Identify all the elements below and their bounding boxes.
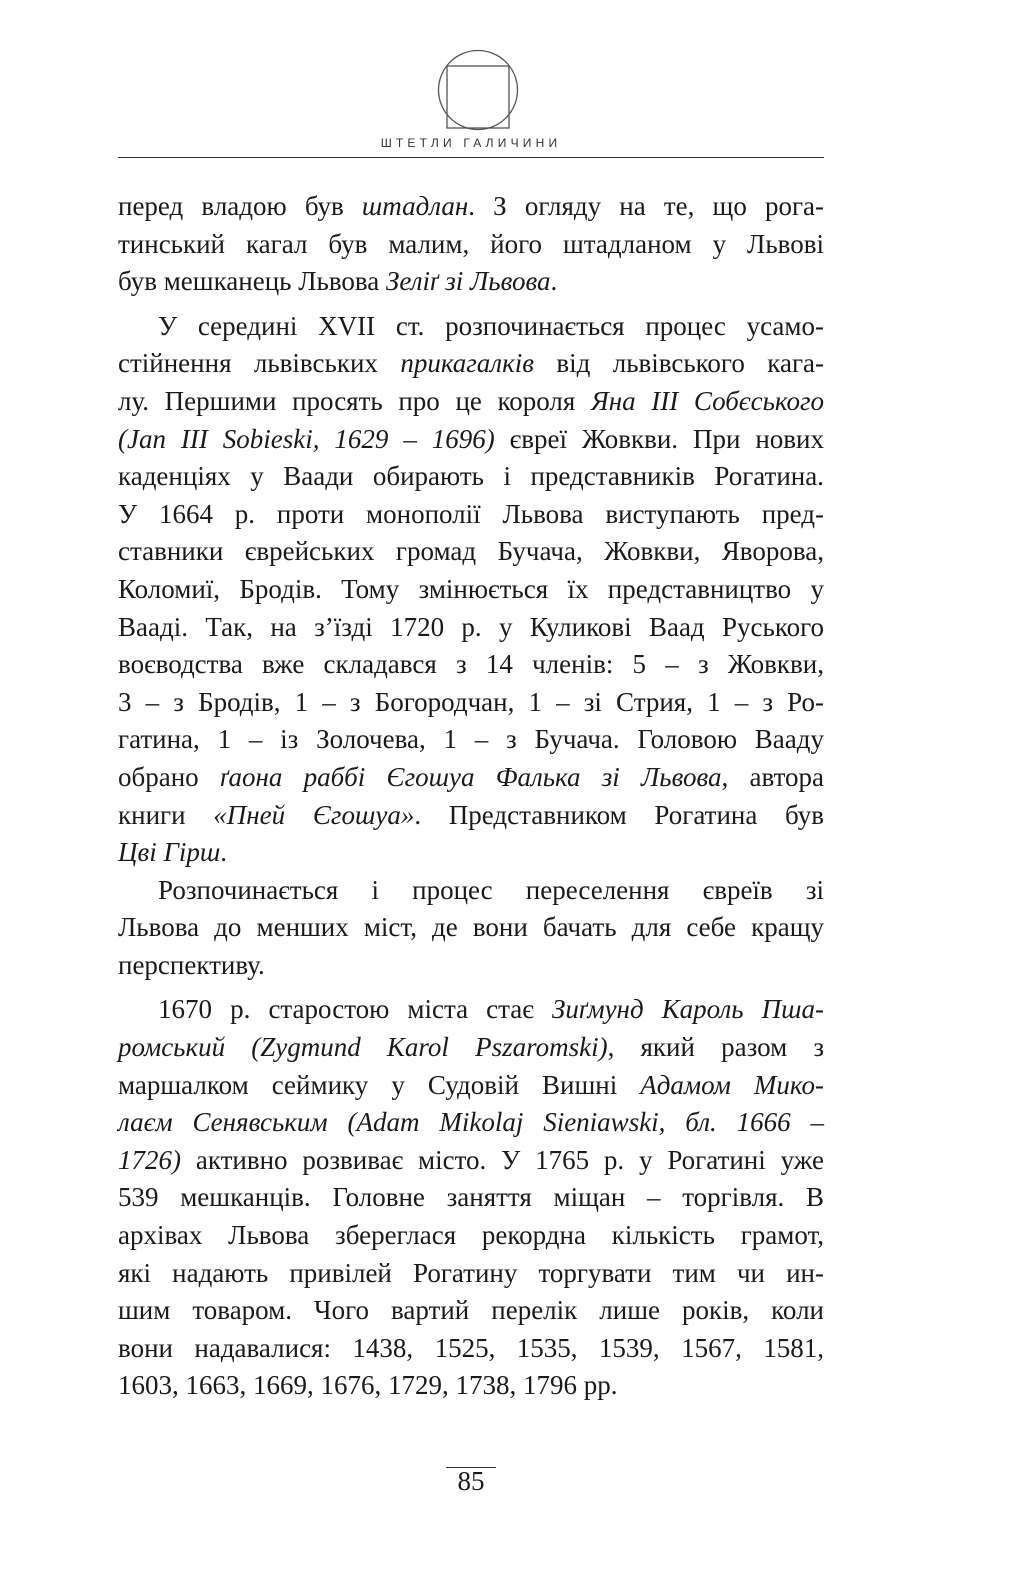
text-line <box>118 188 824 226</box>
text-line <box>118 533 824 571</box>
text-line <box>118 1292 824 1330</box>
text-run: був мешканець Львова <box>118 266 387 297</box>
text-line <box>118 571 824 609</box>
italic-text: (Jan III Sobieski, 1629 – 1696) <box>118 423 495 454</box>
running-head: ШТЕТЛИ ГАЛИЧИНИ <box>380 136 562 150</box>
text-line <box>118 383 824 421</box>
italic-text: Зеліґ зі Львова <box>386 266 551 297</box>
text-line <box>118 263 824 301</box>
text-line <box>118 1067 824 1105</box>
text-run: 3 – з Бродів, 1 – з Богородчан, 1 – зі Стрия, 1 – з Ро- <box>118 686 824 717</box>
paragraph-gap <box>118 301 824 308</box>
text-line <box>118 684 824 722</box>
text-run: Коломиї, Бродів. Тому змінюється їх представництво у <box>118 573 824 604</box>
italic-text: ромський (Zygmund Karol Pszaromski) <box>118 1032 608 1063</box>
body-text <box>118 188 824 1405</box>
text-line <box>118 1367 824 1405</box>
text-line <box>118 609 824 647</box>
text-line <box>118 646 824 684</box>
text-run: маршалком сеймику у Судовій Вишні <box>118 1069 641 1100</box>
italic-text: Цві Гірш <box>118 837 221 868</box>
text-run: які надають привілей Рогатину торгувати тим чи ин- <box>118 1257 824 1288</box>
text-run: Розпочинається і процес переселення євреїв зі <box>158 874 824 905</box>
text-run: активно розвиває місто. У 1765 р. у Рогатині уже <box>181 1144 824 1175</box>
text-line <box>118 759 824 797</box>
text-line <box>118 1255 824 1293</box>
text-run: 1670 р. старостою міста стає <box>158 994 552 1025</box>
text-run: перед владою був <box>118 191 362 221</box>
italic-text: Яна III Собєського <box>590 385 824 416</box>
paragraph <box>118 872 824 985</box>
text-line <box>118 226 824 264</box>
text-run: обрано <box>118 761 220 792</box>
text-run: , який разом з <box>607 1032 824 1063</box>
text-line <box>118 1142 824 1180</box>
text-run: автора <box>728 761 824 792</box>
text-run: тинський кагал був малим, його штадланом у Львові <box>118 228 824 259</box>
paragraph-gap <box>118 984 824 991</box>
text-run: шим товаром. Чого вартий перелік лише років, коли <box>118 1295 824 1326</box>
text-run: від львівського кага- <box>533 348 824 379</box>
italic-text: Адамом Мико- <box>640 1069 824 1100</box>
paragraph <box>118 188 824 301</box>
text-run: 539 мешканців. Головне заняття міщан – торгівля. В <box>118 1182 824 1213</box>
text-line <box>118 496 824 534</box>
text-line <box>118 1179 824 1217</box>
text-run: 1603, 1663, 1669, 1676, 1729, 1738, 1796 рр. <box>118 1370 618 1401</box>
text-line <box>118 834 824 872</box>
text-run: . <box>220 837 227 868</box>
text-run: гатина, 1 – із Золочева, 1 – з Бучача. Головою Вааду <box>118 724 824 755</box>
text-run: лу. Першими просять про це короля <box>118 385 591 416</box>
text-run: євреї Жовкви. При нових <box>494 423 824 454</box>
text-line <box>118 1217 824 1255</box>
text-run: . <box>550 266 558 297</box>
text-run: каденціях у Ваади обирають і представників Рогатина. <box>118 461 824 492</box>
text-run: ставники єврейських громад Бучача, Жовкви, Яворова, <box>118 536 824 567</box>
text-line <box>118 991 824 1029</box>
italic-text: лаєм Сенявським (Adam Mikolaj Sieniawski, бл. 1666 – <box>118 1107 824 1138</box>
text-run: перспективу. <box>118 949 265 980</box>
text-run: . З огляду на те, що рога- <box>468 191 825 221</box>
text-run: архівах Львова збереглася рекордна кількість грамот, <box>118 1220 824 1251</box>
text-line <box>118 721 824 759</box>
text-run: стійнення львівських <box>118 348 401 379</box>
text-run: книги <box>118 799 214 830</box>
italic-text: ґаона раббі Єгошуа Фалька зі Львова, <box>219 761 729 792</box>
text-line <box>118 421 824 459</box>
text-line <box>118 909 824 947</box>
italic-text: прикагалків <box>400 348 534 379</box>
text-line <box>118 872 824 910</box>
page-number: 85 <box>457 1466 485 1496</box>
text-run: воєводства вже складався з 14 членів: 5 – з Жовкви, <box>118 649 824 680</box>
text-run: вони надавалися: 1438, 1525, 1535, 1539, 1567, 1581, <box>118 1332 824 1363</box>
paragraph <box>118 991 824 1405</box>
text-run: У середині XVII ст. розпочинається процес усамо- <box>158 310 824 341</box>
text-run: У 1664 р. проти монополії Львова виступають пред- <box>118 498 824 529</box>
italic-text: Зиґмунд Кароль Пша- <box>551 994 824 1025</box>
italic-text: «Пней Єгошуа» <box>213 799 415 830</box>
circle-square-emblem-icon <box>437 49 519 131</box>
text-line <box>118 797 824 835</box>
text-line <box>118 1104 824 1142</box>
text-line <box>118 458 824 496</box>
text-line <box>118 1330 824 1368</box>
paragraph <box>118 308 824 872</box>
text-line <box>118 947 824 985</box>
text-run: . Представником Рогатина був <box>414 799 824 830</box>
italic-text: штадлан <box>361 191 469 221</box>
text-line <box>118 345 824 383</box>
italic-text: 1726) <box>118 1144 181 1175</box>
text-line <box>118 1029 824 1067</box>
header-rule <box>118 157 824 158</box>
text-line <box>118 308 824 346</box>
text-run: Вааді. Так, на з’їзді 1720 р. у Куликові Ваад Руського <box>118 611 824 642</box>
text-run: Львова до менших міст, де вони бачать для себе кращу <box>118 912 824 943</box>
